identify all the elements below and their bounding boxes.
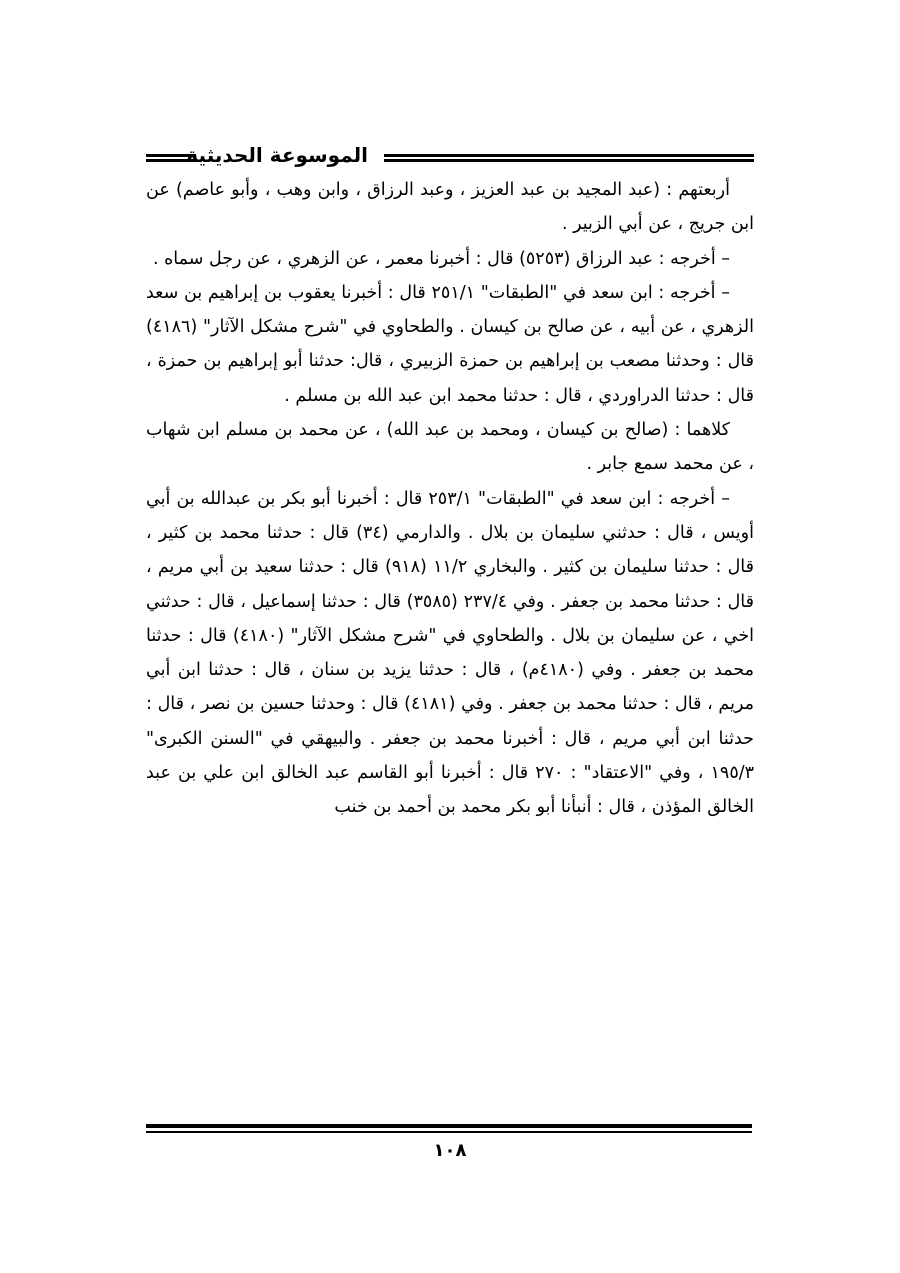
paragraph: – أخرجه : ابن سعد في "الطبقات" ٢٥١/١ قال : أخبرنا يعقوب بن إبراهيم بن سعد الزهري ، عن أبيه ، عن صالح بن كيسان . والطحاوي في "شرح مشكل الآثار" (٤١٨٦) قال : وحدثنا مصعب بن إبراهيم بن حمزة الزبيري ، قال: حدثنا أبو إبراهيم بن حمزة ، قال : حدثنا الدراوردي ، قال : حدثنا محمد ابن عبد الله بن مسلم . bbox=[146, 282, 754, 406]
body-text bbox=[146, 173, 754, 825]
page-number: ١٠٨ bbox=[433, 1140, 467, 1161]
paragraph: كلاهما : (صالح بن كيسان ، ومحمد بن عبد الله) ، عن محمد بن مسلم ابن شهاب ، عن محمد سمع جابر . bbox=[146, 420, 754, 475]
page-header bbox=[146, 140, 754, 174]
paragraph: – أخرجه : ابن سعد في "الطبقات" ٢٥٣/١ قال : أخبرنا أبو بكر بن عبدالله بن أبي أويس ، قال : حدثني سليمان بن بلال . والدارمي (٣٤) قال : حدثنا محمد بن كثير ، قال : حدثنا سليمان بن كثير . والبخاري ١١/٢ (٩١٨) قال : حدثنا سعيد بن أبي مريم ، قال : حدثنا محمد بن جعفر . وفي ٢٣٧/٤ (٣٥٨٥) قال : حدثنا إسماعيل ، قال : حدثني اخي ، عن سليمان بن بلال . والطحاوي في "شرح مشكل الآثار" (٤١٨٠) قال : حدثنا محمد بن جعفر . وفي (٤١٨٠م) ، قال : حدثنا يزيد بن سنان ، قال : حدثنا ابن أبي مريم ، قال : حدثنا محمد بن جعفر . وفي (٤١٨١) قال : وحدثنا حسين بن نصر ، قال : حدثنا ابن أبي مريم ، قال : أخبرنا محمد بن جعفر . والبيهقي في "السنن الكبرى" ١٩٥/٣ ، وفي "الاعتقاد" : ٢٧٠ قال : أخبرنا أبو القاسم عبد الخالق ابن علي بن عبد الخالق المؤذن ، قال : أنبأنا أبو بكر محمد بن أحمد بن خنب bbox=[146, 488, 755, 818]
paragraph: أربعتهم : (عبد المجيد بن عبد العزيز ، وعبد الرزاق ، وابن وهب ، وأبو عاصم) عن ابن جريج ، عن أبي الزبير . bbox=[146, 180, 754, 235]
header-rule-left bbox=[146, 154, 196, 162]
page-title: الموسوعة الحديثية bbox=[186, 143, 368, 167]
paragraph: – أخرجه : عبد الرزاق (٥٢٥٣) قال : أخبرنا معمر ، عن الزهري ، عن رجل سماه . bbox=[152, 248, 730, 269]
footer-rule bbox=[146, 1124, 752, 1133]
header-rule-right bbox=[384, 154, 754, 162]
